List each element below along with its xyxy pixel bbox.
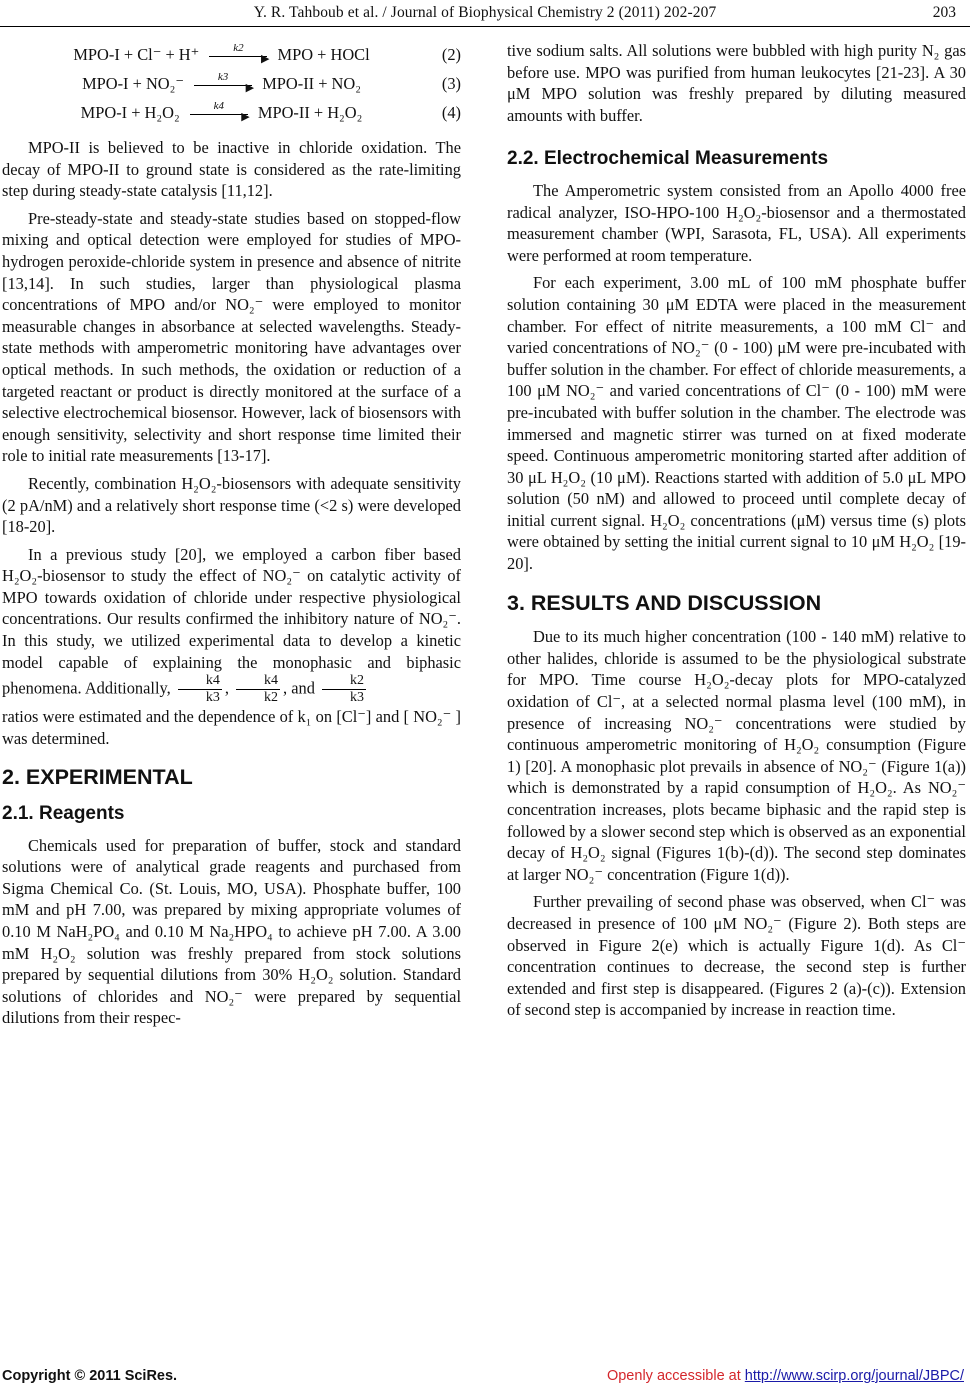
- equation-number: (2): [441, 44, 461, 64]
- equation-lhs: MPO-I + Cl⁻ + H⁺: [73, 44, 200, 64]
- conjunction: and: [291, 678, 315, 698]
- right-column: [507, 40, 966, 1027]
- equation-2: [2, 40, 461, 69]
- paragraph: For each experiment, 3.00 mL of 100 mM phosphate buffer solution containing 30 μM EDTA were placed in the measurement chamber. For effect of nitrite measurements, a 100 mM Cl⁻ and varied concentrations of NO₂⁻ (0 - 100) μM were pre-incubated with buffer solution in the chamber. For effect of chloride measurements, a 100 μM NO₂⁻ and varied concentrations of Cl⁻ (0 - 100) mM were pre-incubated with buffer solution in the chamber. The electrode was immersed and magnetic stirrer was turned on at fixed moderate speed. Continuous amperometric monitoring started after addition of 30 μL H₂O₂ (10 μM). Reactions started with addition of 5.0 μL MPO solution (50 nM) and allowed to proceed until complete decay of initial current signal. H₂O₂ concentrations (μM) versus time (s) plots were obtained by setting the initial current signal to 10 μM H₂O₂ [19-20].: [507, 273, 966, 574]
- equation-lhs: MPO-I + H₂O₂: [80, 102, 180, 122]
- ratio-k2-k3: $\frac{k2}{k3}$: [322, 673, 366, 706]
- equation-rhs: MPO + HOCl: [277, 44, 370, 64]
- rate-constant-label: k3: [217, 71, 229, 84]
- equation-formula: [2, 44, 421, 66]
- rate-constant-label: k2: [233, 42, 244, 55]
- paragraph: MPO-II is believed to be inactive in chloride oxidation. The decay of MPO-II to ground state is considered as the rate-limiting step during steady-state catalysis [11,12].: [2, 138, 461, 201]
- page-number: 203: [932, 4, 956, 21]
- equation-4: [2, 98, 461, 127]
- left-column: [2, 40, 461, 1035]
- header-rule: [0, 26, 970, 27]
- ratio-k4-k3: $\frac{k4}{k3}$: [178, 673, 222, 706]
- paragraph: The Amperometric system consisted from an Apollo 4000 free radical analyzer, ISO-HPO-100 H₂O₂-biosensor and a thermostated measurement chamber (WPI, Sarasota, FL, USA). All experiments were performed at room temperature.: [507, 180, 966, 265]
- paragraph: Chemicals used for preparation of buffer, stock and standard solutions were of analytical grade reagents and purchased from Sigma Chemical Co. (St. Louis, MO, USA). Phosphate buffer, 100 mM and pH 7.00, was prepared by mixing appropriate volumes of 0.10 M NaH₂PO₄ and 0.10 M Na₂HPO₄ to achieve pH 7.00. A 3.00 mM H₂O₂ solution was freshly prepared from stock solutions prepared by sequential dilutions from 30% H₂O₂ solution. Standard solutions of chlorides and NO₂⁻ were prepared by sequential dilutions from their respec-: [2, 835, 461, 1028]
- copyright-notice: Copyright © 2011 SciRes.: [2, 1368, 178, 1384]
- open-access-notice: [607, 1368, 964, 1384]
- paragraph: Recently, combination H₂O₂-biosensors with adequate sensitivity (2 pA/nM) and a relatively short response time (<2 s) were developed [18-20].: [2, 473, 461, 537]
- subsection-heading-reagents: 2.1. Reagents: [2, 803, 125, 825]
- section-heading-results: 3. RESULTS AND DISCUSSION: [507, 590, 822, 615]
- reaction-arrow: k3 ▶: [194, 83, 252, 86]
- paragraph: Due to its much higher concentration (100 - 140 mM) relative to other halides, chloride is assumed to be the physiological substrate for MPO. Time course H₂O₂-decay plots for MPO-catalyzed oxidation of Cl⁻, at a selected normal plasma level (100 mM), in presence of increasing NO₂⁻ concentrations were studied by continuous amperometric monitoring of H₂O₂ consumption (Figure 1) [20]. A monophasic plot prevails in absence of NO₂⁻ (Figure 1(a)) which is demonstrated by a rapid consumption of H₂O₂. As NO₂⁻ concentration increases, plots became biphasic and the rapid step is followed by a slower second step which is observed as an exponential decay of H₂O₂ signal (Figures 1(b)-(d)). The second step dominates at larger NO₂⁻ concentration (Figure 1(d)).: [507, 627, 966, 884]
- equation-number: (4): [441, 102, 461, 122]
- subsection-heading-electrochemical: 2.2. Electrochemical Measurements: [507, 148, 829, 170]
- paragraph: ratios were estimated and the dependence of k₁ on [Cl⁻] and [ NO₂⁻ ] was determined.: [2, 707, 461, 748]
- paragraph: Further prevailing of second phase was observed, when Cl⁻ was decreased in presence of 100 μM NO₂⁻ (Figure 2). Both steps are observed in Figure 2(e) which is actually Figure 1(d). As Cl⁻ concentration continues to decrease, the second step is further extended and first step is disappeared. (Figures 2 (a)-(c)). Extension of second step is accompanied by increase in reaction time.: [507, 892, 966, 1020]
- equation-rhs: MPO-II + H₂O₂: [257, 102, 363, 122]
- equation-number: (3): [441, 73, 461, 93]
- paragraph: Pre-steady-state and steady-state studies based on stopped-flow mixing and optical detection were employed for studies of MPO-hydrogen peroxide-chloride system in presence and absence of nitrite [13,14]. In such studies, larger than physiological plasma concentrations of MPO and/or NO₂⁻ were employed to monitor measurable changes in absorbance at selected wavelengths. Steady-state methods with amperometric monitoring have advantages over optical methods. In such methods, the oxidation or reduction of a targeted reactant or product is directly monitored at the surface of a selective electrochemical biosensor. However, lack of biosensors with enough sensitivity, selectivity and short response time limited their role to initial rate measurements [13-17].: [2, 208, 461, 466]
- rate-constant-label: k4: [213, 100, 224, 113]
- equation-rhs: MPO-II + NO₂: [262, 73, 361, 93]
- equation-lhs: MPO-I + NO₂⁻: [82, 73, 184, 93]
- equation-3: [2, 69, 461, 98]
- paragraph: In a previous study [20], we employed a carbon fiber based H₂O₂-biosensor to study the effect of NO₂⁻ on catalytic activity of MPO towards oxidation of chloride under respective physiological concentrations. Our results confirmed the inhibitory nature of NO₂⁻. In this study, we utilized experimental data to develop a kinetic model capable of explaining the monophasic and biphasic phenomena. Additionally, $\frac{k4}{k3}$ , $\frac{k4}{k2}$ , and $\frac{k2}{k3}$: [2, 544, 461, 706]
- section-heading-experimental: 2. EXPERIMENTAL: [2, 765, 193, 790]
- paragraph: tive sodium salts. All solutions were bubbled with high purity N₂ gas before use. MPO was purified from human leukocytes [21-23]. A 30 μM MPO solution was freshly prepared by diluting measured amounts with buffer.: [507, 41, 966, 125]
- reaction-arrow: k2 ▶: [209, 54, 267, 57]
- equation-formula: [2, 102, 421, 124]
- paragraph-text: In a previous study [20], we employed a carbon fiber based H₂O₂-biosensor to study the effect of NO₂⁻ on catalytic activity of MPO towards oxidation of chloride under respective physiological concentrations. Our results confirmed the inhibitory nature of NO₂⁻. In this study, we utilized experimental data to develop a kinetic model capable of explaining the monophasic and biphasic phenomena. Additionally,: [2, 544, 461, 698]
- open-access-text: Openly accessible at: [606, 1368, 745, 1384]
- journal-url-link[interactable]: http://www.scirp.org/journal/JBPC/: [744, 1368, 964, 1384]
- reaction-arrow: k4 ▶: [190, 112, 248, 115]
- ratio-k4-k2: $\frac{k4}{k2}$: [236, 673, 280, 706]
- running-header: Y. R. Tahboub et al. / Journal of Biophysical Chemistry 2 (2011) 202-207: [253, 4, 717, 21]
- equation-formula: [2, 73, 421, 95]
